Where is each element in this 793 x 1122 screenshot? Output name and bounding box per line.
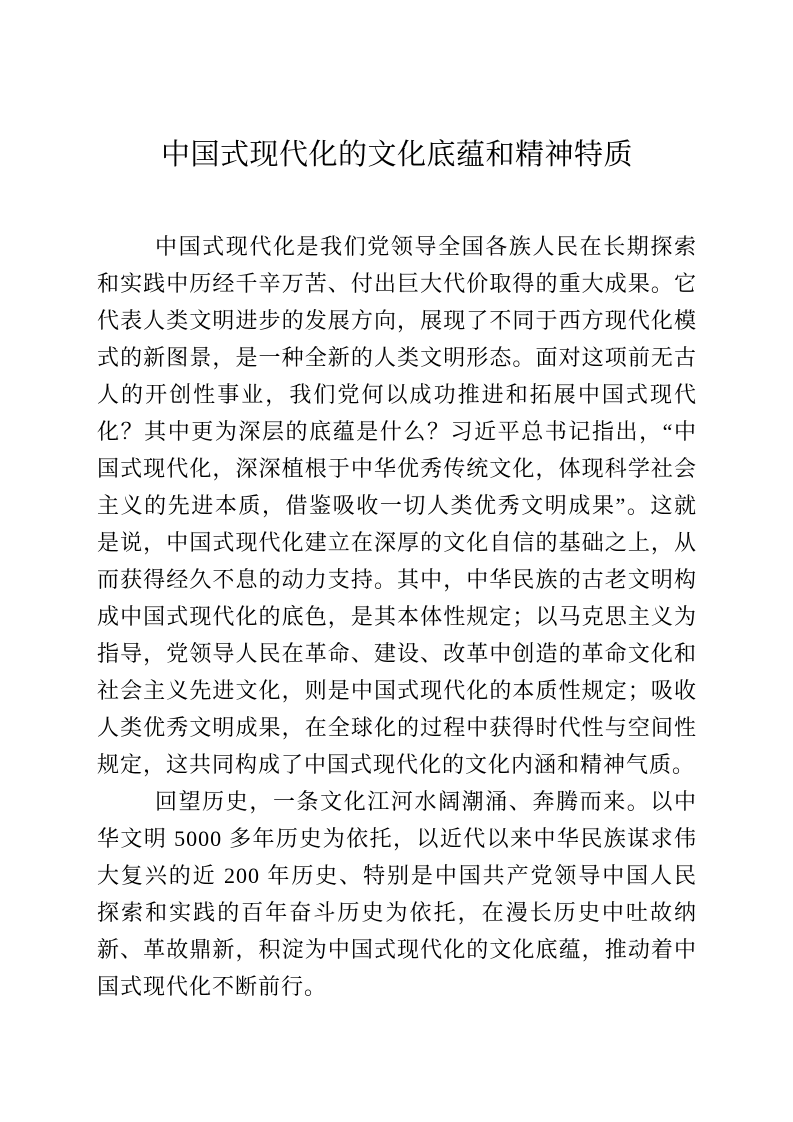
document-body (97, 228, 697, 1005)
paragraph-2: 回望历史，一条文化江河水阔潮涌、奔腾而来。以中华文明 5000 多年历史为依托，以近代以来中华民族谋求伟大复兴的近 200 年历史、特别是中国共产党领导中国人民探索和实践的百年奋斗历史为依托，在漫长历史中吐故纳新、革故鼎新，积淀为中国式现代化的文化底蕴，推动着中国式现代化不断前行。 (97, 789, 697, 999)
paragraph-1: 中国式现代化是我们党领导全国各族人民在长期探索和实践中历经千辛万苦、付出巨大代价取得的重大成果。它代表人类文明进步的发展方向，展现了不同于西方现代化模式的新图景，是一种全新的人类文明形态。面对这项前无古人的开创性事业，我们党何以成功推进和拓展中国式现代化？其中更为深层的底蕴是什么？习近平总书记指出，“中国式现代化，深深植根于中华优秀传统文化，体现科学社会主义的先进本质，借鉴吸收一切人类优秀文明成果”。这就是说，中国式现代化建立在深厚的文化自信的基础之上，从而获得经久不息的动力支持。其中，中华民族的古老文明构成中国式现代化的底色，是其本体性规定；以马克思主义为指导，党领导人民在革命、建设、改革中创造的革命文化和社会主义先进文化，则是中国式现代化的本质性规定；吸收人类优秀文明成果，在全球化的过程中获得时代性与空间性规定，这共同构成了中国式现代化的文化内涵和精神气质。 (97, 234, 697, 777)
document-title: 中国式现代化的文化底蕴和精神特质 (160, 139, 633, 171)
